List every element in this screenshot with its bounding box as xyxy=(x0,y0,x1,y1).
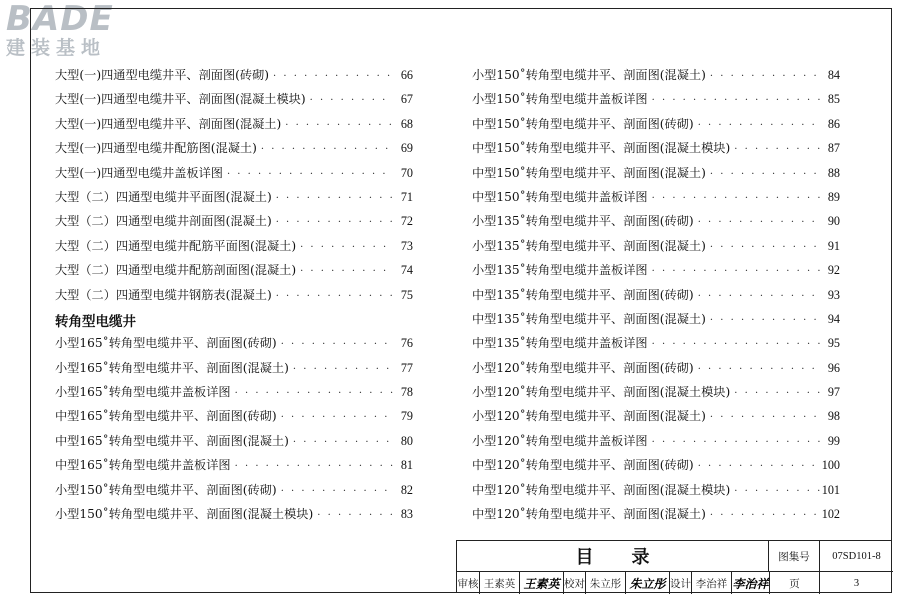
toc-entry xyxy=(472,407,840,431)
toc-entry-page: 93 xyxy=(827,287,840,302)
sheet-title: 目录 xyxy=(457,541,769,572)
toc-entry-title: 小型165˚转角型电缆井盖板详图 xyxy=(55,385,231,400)
toc-entry-page: 89 xyxy=(827,189,840,204)
toc-entry-title: 小型150˚转角型电缆井盖板详图 xyxy=(472,92,648,107)
page-number: 3 xyxy=(819,572,893,594)
toc-entry-title: 中型135˚转角型电缆井平、剖面图(混凝土) xyxy=(472,311,706,326)
toc-entry xyxy=(55,66,413,90)
toc-entry xyxy=(55,237,413,261)
designer-signature: 李治祥 xyxy=(731,572,769,594)
toc-entry-page: 83 xyxy=(400,507,413,522)
toc-entry-page: 71 xyxy=(400,189,413,204)
title-block xyxy=(456,540,892,593)
toc-section-heading xyxy=(55,310,413,334)
toc-entry-title: 大型（二）四通型电缆井剖面图(混凝土) xyxy=(55,214,272,229)
toc-entry-page: 99 xyxy=(827,433,840,448)
page-label: 页 xyxy=(769,572,819,594)
toc-entry-page: 96 xyxy=(827,360,840,375)
toc-entry-page: 77 xyxy=(400,360,413,375)
toc-entry xyxy=(55,456,413,480)
toc-entry-title: 小型165˚转角型电缆井平、剖面图(砖砌) xyxy=(55,336,277,351)
toc-entry-page: 73 xyxy=(400,238,413,253)
toc-entry-page: 81 xyxy=(400,458,413,473)
toc-entry-page: 82 xyxy=(400,482,413,497)
toc-entry-page: 90 xyxy=(827,214,840,229)
toc-entry xyxy=(472,505,840,529)
toc-entry xyxy=(55,188,413,212)
toc-entry xyxy=(472,432,840,456)
review-label: 审核 xyxy=(457,577,479,590)
designer-name: 李治祥 xyxy=(691,572,731,594)
toc-entry xyxy=(472,139,840,163)
watermark-word: BADE xyxy=(6,0,114,39)
dot-leader xyxy=(694,458,820,472)
toc-entry xyxy=(472,481,840,505)
dot-leader xyxy=(269,68,393,82)
dot-leader xyxy=(281,117,393,131)
dot-leader xyxy=(289,361,393,375)
toc-entry-title: 转角型电缆井 xyxy=(55,313,136,330)
toc-entry-page: 102 xyxy=(821,507,840,522)
toc-entry xyxy=(472,286,840,310)
toc-entry-page: 76 xyxy=(400,336,413,351)
toc-entry-title: 大型（二）四通型电缆井钢筋表(混凝土) xyxy=(55,287,272,302)
toc-entry-title: 小型120˚转角型电缆井盖板详图 xyxy=(472,433,648,448)
dot-leader xyxy=(289,434,393,448)
dot-leader xyxy=(694,288,820,302)
toc-entry-title: 中型120˚转角型电缆井平、剖面图(混凝土模块) xyxy=(472,482,731,497)
dot-leader xyxy=(730,483,820,497)
checker-name: 朱立彤 xyxy=(585,572,625,594)
reviewer-name: 王素英 xyxy=(479,572,519,594)
toc-entry-title: 大型(一)四通型电缆井平、剖面图(混凝土模块) xyxy=(55,92,306,107)
toc-entry xyxy=(55,286,413,310)
toc-entry xyxy=(55,164,413,188)
toc-entry xyxy=(55,383,413,407)
dot-leader xyxy=(648,190,820,204)
toc-entry-title: 大型(一)四通型电缆井平、剖面图(混凝土) xyxy=(55,116,282,131)
toc-entry-page: 67 xyxy=(400,92,413,107)
toc-entry-title: 中型150˚转角型电缆井平、剖面图(混凝土) xyxy=(472,165,706,180)
toc-entry-page: 87 xyxy=(827,141,840,156)
toc-entry-title: 小型165˚转角型电缆井平、剖面图(混凝土) xyxy=(55,360,289,375)
dot-leader xyxy=(694,361,820,375)
reviewer-signature: 王素英 xyxy=(519,572,563,594)
toc-entry xyxy=(472,237,840,261)
dot-leader xyxy=(706,166,820,180)
toc-entry-page: 94 xyxy=(827,311,840,326)
checker-signature: 朱立彤 xyxy=(625,572,669,594)
dot-leader xyxy=(272,214,393,228)
dot-leader xyxy=(648,92,820,106)
dot-leader xyxy=(277,409,393,423)
toc-left-column xyxy=(55,66,413,529)
toc-entry xyxy=(55,432,413,456)
toc-entry-page: 78 xyxy=(400,385,413,400)
toc-entry-title: 大型(一)四通型电缆井盖板详图 xyxy=(55,165,223,180)
design-label: 设计 xyxy=(669,572,691,594)
toc-entry xyxy=(55,334,413,358)
dot-leader xyxy=(223,166,393,180)
toc-entry-title: 小型150˚转角型电缆井平、剖面图(砖砌) xyxy=(55,482,277,497)
toc-entry-title: 小型135˚转角型电缆井平、剖面图(砖砌) xyxy=(472,214,694,229)
dot-leader xyxy=(296,239,393,253)
toc-entry-title: 小型135˚转角型电缆井平、剖面图(混凝土) xyxy=(472,238,706,253)
dot-leader xyxy=(706,507,820,521)
toc-entry xyxy=(472,456,840,480)
toc-entry xyxy=(472,383,840,407)
toc-entry xyxy=(472,310,840,334)
toc-entry-title: 大型（二）四通型电缆井平面图(混凝土) xyxy=(55,189,272,204)
atlas-number: 07SD101-8 xyxy=(819,541,893,572)
toc-entry-title: 中型120˚转角型电缆井平、剖面图(砖砌) xyxy=(472,458,694,473)
toc-entry-title: 中型165˚转角型电缆井平、剖面图(混凝土) xyxy=(55,433,289,448)
toc-entry-page: 85 xyxy=(827,92,840,107)
toc-entry xyxy=(55,115,413,139)
toc-entry xyxy=(472,164,840,188)
toc-entry-page: 66 xyxy=(400,68,413,82)
toc-entry-page: 75 xyxy=(400,287,413,302)
toc-entry-page: 91 xyxy=(827,238,840,253)
toc-entry xyxy=(55,407,413,431)
dot-leader xyxy=(648,263,820,277)
toc-entry xyxy=(472,212,840,236)
toc-entry-page: 98 xyxy=(827,409,840,424)
toc-entry-page: 101 xyxy=(821,482,840,497)
toc-entry xyxy=(472,115,840,139)
dot-leader xyxy=(706,312,820,326)
toc-entry-title: 中型165˚转角型电缆井盖板详图 xyxy=(55,458,231,473)
dot-leader xyxy=(257,141,393,155)
toc-entry-title: 中型150˚转角型电缆井平、剖面图(砖砌) xyxy=(472,116,694,131)
dot-leader xyxy=(306,92,393,106)
toc-entry-title: 小型120˚转角型电缆井平、剖面图(砖砌) xyxy=(472,360,694,375)
dot-leader xyxy=(272,288,393,302)
toc-entry-title: 中型135˚转角型电缆井盖板详图 xyxy=(472,336,648,351)
toc-entry xyxy=(55,261,413,285)
dot-leader xyxy=(272,190,393,204)
toc-entry xyxy=(55,90,413,114)
toc-entry-title: 中型165˚转角型电缆井平、剖面图(砖砌) xyxy=(55,409,277,424)
toc-entry-title: 中型150˚转角型电缆井平、剖面图(混凝土模块) xyxy=(472,141,731,156)
toc-entry-title: 中型120˚转角型电缆井平、剖面图(混凝土) xyxy=(472,507,706,522)
toc-entry-title: 大型（二）四通型电缆井配筋剖面图(混凝土) xyxy=(55,263,297,278)
dot-leader xyxy=(706,239,820,253)
toc-entry-page: 86 xyxy=(827,116,840,131)
dot-leader xyxy=(313,507,393,521)
dot-leader xyxy=(277,336,393,350)
toc-entry-page: 69 xyxy=(400,141,413,156)
dot-leader xyxy=(277,483,393,497)
toc-entry-title: 小型120˚转角型电缆井平、剖面图(混凝土) xyxy=(472,409,706,424)
toc-entry xyxy=(55,139,413,163)
dot-leader xyxy=(730,385,820,399)
toc-entry-title: 大型(一)四通型电缆井配筋图(混凝土) xyxy=(55,141,257,156)
dot-leader xyxy=(648,336,820,350)
toc-entry xyxy=(55,359,413,383)
toc-entry-title: 中型150˚转角型电缆井盖板详图 xyxy=(472,189,648,204)
toc-entry xyxy=(472,66,840,90)
toc-entry-page: 79 xyxy=(400,409,413,424)
dot-leader xyxy=(231,458,393,472)
toc-entry-title: 小型120˚转角型电缆井平、剖面图(混凝土模块) xyxy=(472,385,731,400)
toc-entry-title: 中型135˚转角型电缆井平、剖面图(砖砌) xyxy=(472,287,694,302)
dot-leader xyxy=(730,141,820,155)
toc-entry xyxy=(55,505,413,529)
toc-entry-page: 84 xyxy=(827,68,840,82)
toc-right-column xyxy=(472,66,840,529)
toc-entry-page: 68 xyxy=(400,116,413,131)
dot-leader xyxy=(231,385,393,399)
watermark-subtitle: 建装基地 xyxy=(6,37,107,59)
toc-entry-page: 100 xyxy=(821,458,840,473)
toc-entry xyxy=(472,261,840,285)
dot-leader xyxy=(694,214,820,228)
toc-entry xyxy=(472,334,840,358)
toc-entry xyxy=(472,188,840,212)
toc-entry-title: 大型（二）四通型电缆井配筋平面图(混凝土) xyxy=(55,238,297,253)
toc-entry-title: 大型(一)四通型电缆井平、剖面图(砖砌) xyxy=(55,68,270,82)
toc-entry-title: 小型135˚转角型电缆井盖板详图 xyxy=(472,263,648,278)
dot-leader xyxy=(648,434,820,448)
toc-entry-page: 95 xyxy=(827,336,840,351)
toc-entry-page: 88 xyxy=(827,165,840,180)
toc-entry xyxy=(472,359,840,383)
atlas-number-label: 图集号 xyxy=(769,541,819,572)
toc-entry xyxy=(55,481,413,505)
toc-entry xyxy=(55,212,413,236)
toc-entry-page: 70 xyxy=(400,165,413,180)
dot-leader xyxy=(296,263,393,277)
dot-leader xyxy=(694,117,820,131)
toc-entry-page: 92 xyxy=(827,263,840,278)
toc-entry-page: 80 xyxy=(400,433,413,448)
toc-entry-title: 小型150˚转角型电缆井平、剖面图(混凝土模块) xyxy=(55,507,314,522)
dot-leader xyxy=(706,409,820,423)
toc-entry-page: 72 xyxy=(400,214,413,229)
toc-entry-title: 小型150˚转角型电缆井平、剖面图(混凝土) xyxy=(472,68,706,82)
toc-entry-page: 74 xyxy=(400,263,413,278)
toc-entry xyxy=(472,90,840,114)
check-label: 校对 xyxy=(563,572,585,594)
dot-leader xyxy=(706,68,820,82)
toc-entry-page: 97 xyxy=(827,385,840,400)
